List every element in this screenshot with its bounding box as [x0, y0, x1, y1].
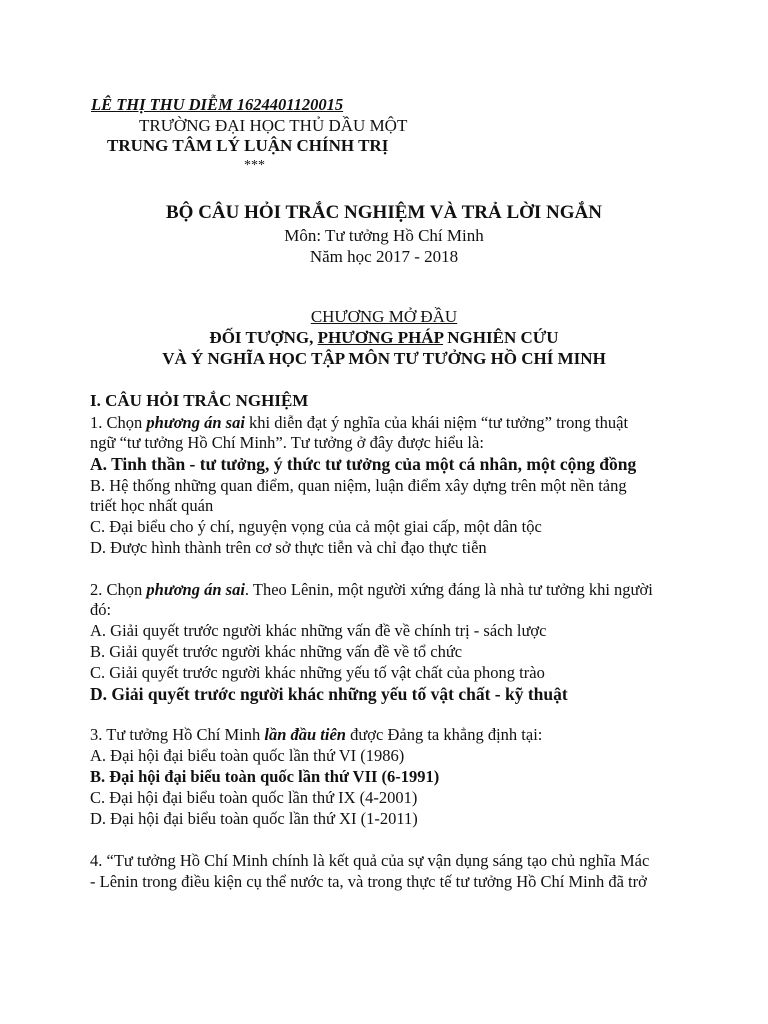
question-3-line-1: 3. Tư tưởng Hồ Chí Minh lần đầu tiên được Đảng ta khẳng định tại: — [90, 725, 543, 744]
question-3-option-b: B. Đại hội đại biểu toàn quốc lần thứ VII (6-1991) — [90, 767, 440, 786]
document-title: BỘ CÂU HỎI TRẮC NGHIỆM VÀ TRẢ LỜI NGẮN — [166, 202, 602, 223]
question-2-line-2: đó: — [90, 600, 112, 619]
university-name: TRƯỜNG ĐẠI HỌC THỦ DẦU MỘT — [139, 116, 408, 135]
question-3-option-c: C. Đại hội đại biểu toàn quốc lần thứ IX (4-2001) — [90, 788, 418, 807]
question-2-option-a: A. Giải quyết trước người khác những vấn đề về chính trị - sách lược — [90, 621, 547, 640]
section-heading: I. CÂU HỎI TRẮC NGHIỆM — [90, 391, 309, 410]
question-3-option-d: D. Đại hội đại biểu toàn quốc lần thứ XI (1-2011) — [90, 809, 418, 828]
question-2-option-b: B. Giải quyết trước người khác những vấn đề về tổ chức — [90, 642, 463, 661]
year-line: Năm học 2017 - 2018 — [309, 247, 459, 266]
question-2-line-1: 2. Chọn phương án sai. Theo Lênin, một người xứng đáng là nhà tư tưởng khi người — [90, 580, 653, 599]
question-4-line-1: 4. “Tư tưởng Hồ Chí Minh chính là kết quả của sự vận dụng sáng tạo chủ nghĩa Mác — [90, 851, 650, 870]
stars-divider: *** — [244, 158, 265, 173]
question-1-option-b-line-2: triết học nhất quán — [90, 496, 214, 515]
chapter-title-line-1: ĐỐI TƯỢNG, PHƯƠNG PHÁP NGHIÊN CỨU — [209, 328, 559, 347]
chapter-title-line-2: VÀ Ý NGHĨA HỌC TẬP MÔN TƯ TƯỞNG HỒ CHÍ MINH — [162, 349, 606, 368]
center-name: TRUNG TÂM LÝ LUẬN CHÍNH TRỊ — [107, 136, 389, 155]
question-1-option-c: C. Đại biểu cho ý chí, nguyện vọng của cả một giai cấp, một dân tộc — [90, 517, 542, 536]
chapter-name: CHƯƠNG MỞ ĐẦU — [310, 307, 458, 326]
subject-line: Môn: Tư tưởng Hồ Chí Minh — [284, 226, 484, 245]
question-1-option-d: D. Được hình thành trên cơ sở thực tiễn và chỉ đạo thực tiễn — [90, 538, 487, 557]
question-1-option-b-line-1: B. Hệ thống những quan điểm, quan niệm, luận điểm xây dựng trên một nền tảng — [90, 476, 627, 495]
question-1-line-1: 1. Chọn phương án sai khi diễn đạt ý nghĩa của khái niệm “tư tưởng” trong thuật — [90, 413, 629, 432]
question-1-line-2: ngữ “tư tưởng Hồ Chí Minh”. Tư tưởng ở đây được hiểu là: — [90, 433, 484, 452]
author-line: LÊ THỊ THU DIỄM 1624401120015 — [91, 95, 344, 114]
question-2-option-c: C. Giải quyết trước người khác những yếu tố vật chất của phong trào — [90, 663, 545, 682]
question-2-option-d: D. Giải quyết trước người khác những yếu tố vật chất - kỹ thuật — [90, 684, 568, 704]
question-4-line-2: - Lênin trong điều kiện cụ thể nước ta, và trong thực tế tư tưởng Hồ Chí Minh đã trở — [90, 872, 647, 891]
question-3-option-a: A. Đại hội đại biểu toàn quốc lần thứ VI (1986) — [90, 746, 405, 765]
question-1-option-a: A. Tinh thần - tư tưởng, ý thức tư tưởng của một cá nhân, một cộng đồng — [90, 454, 637, 474]
